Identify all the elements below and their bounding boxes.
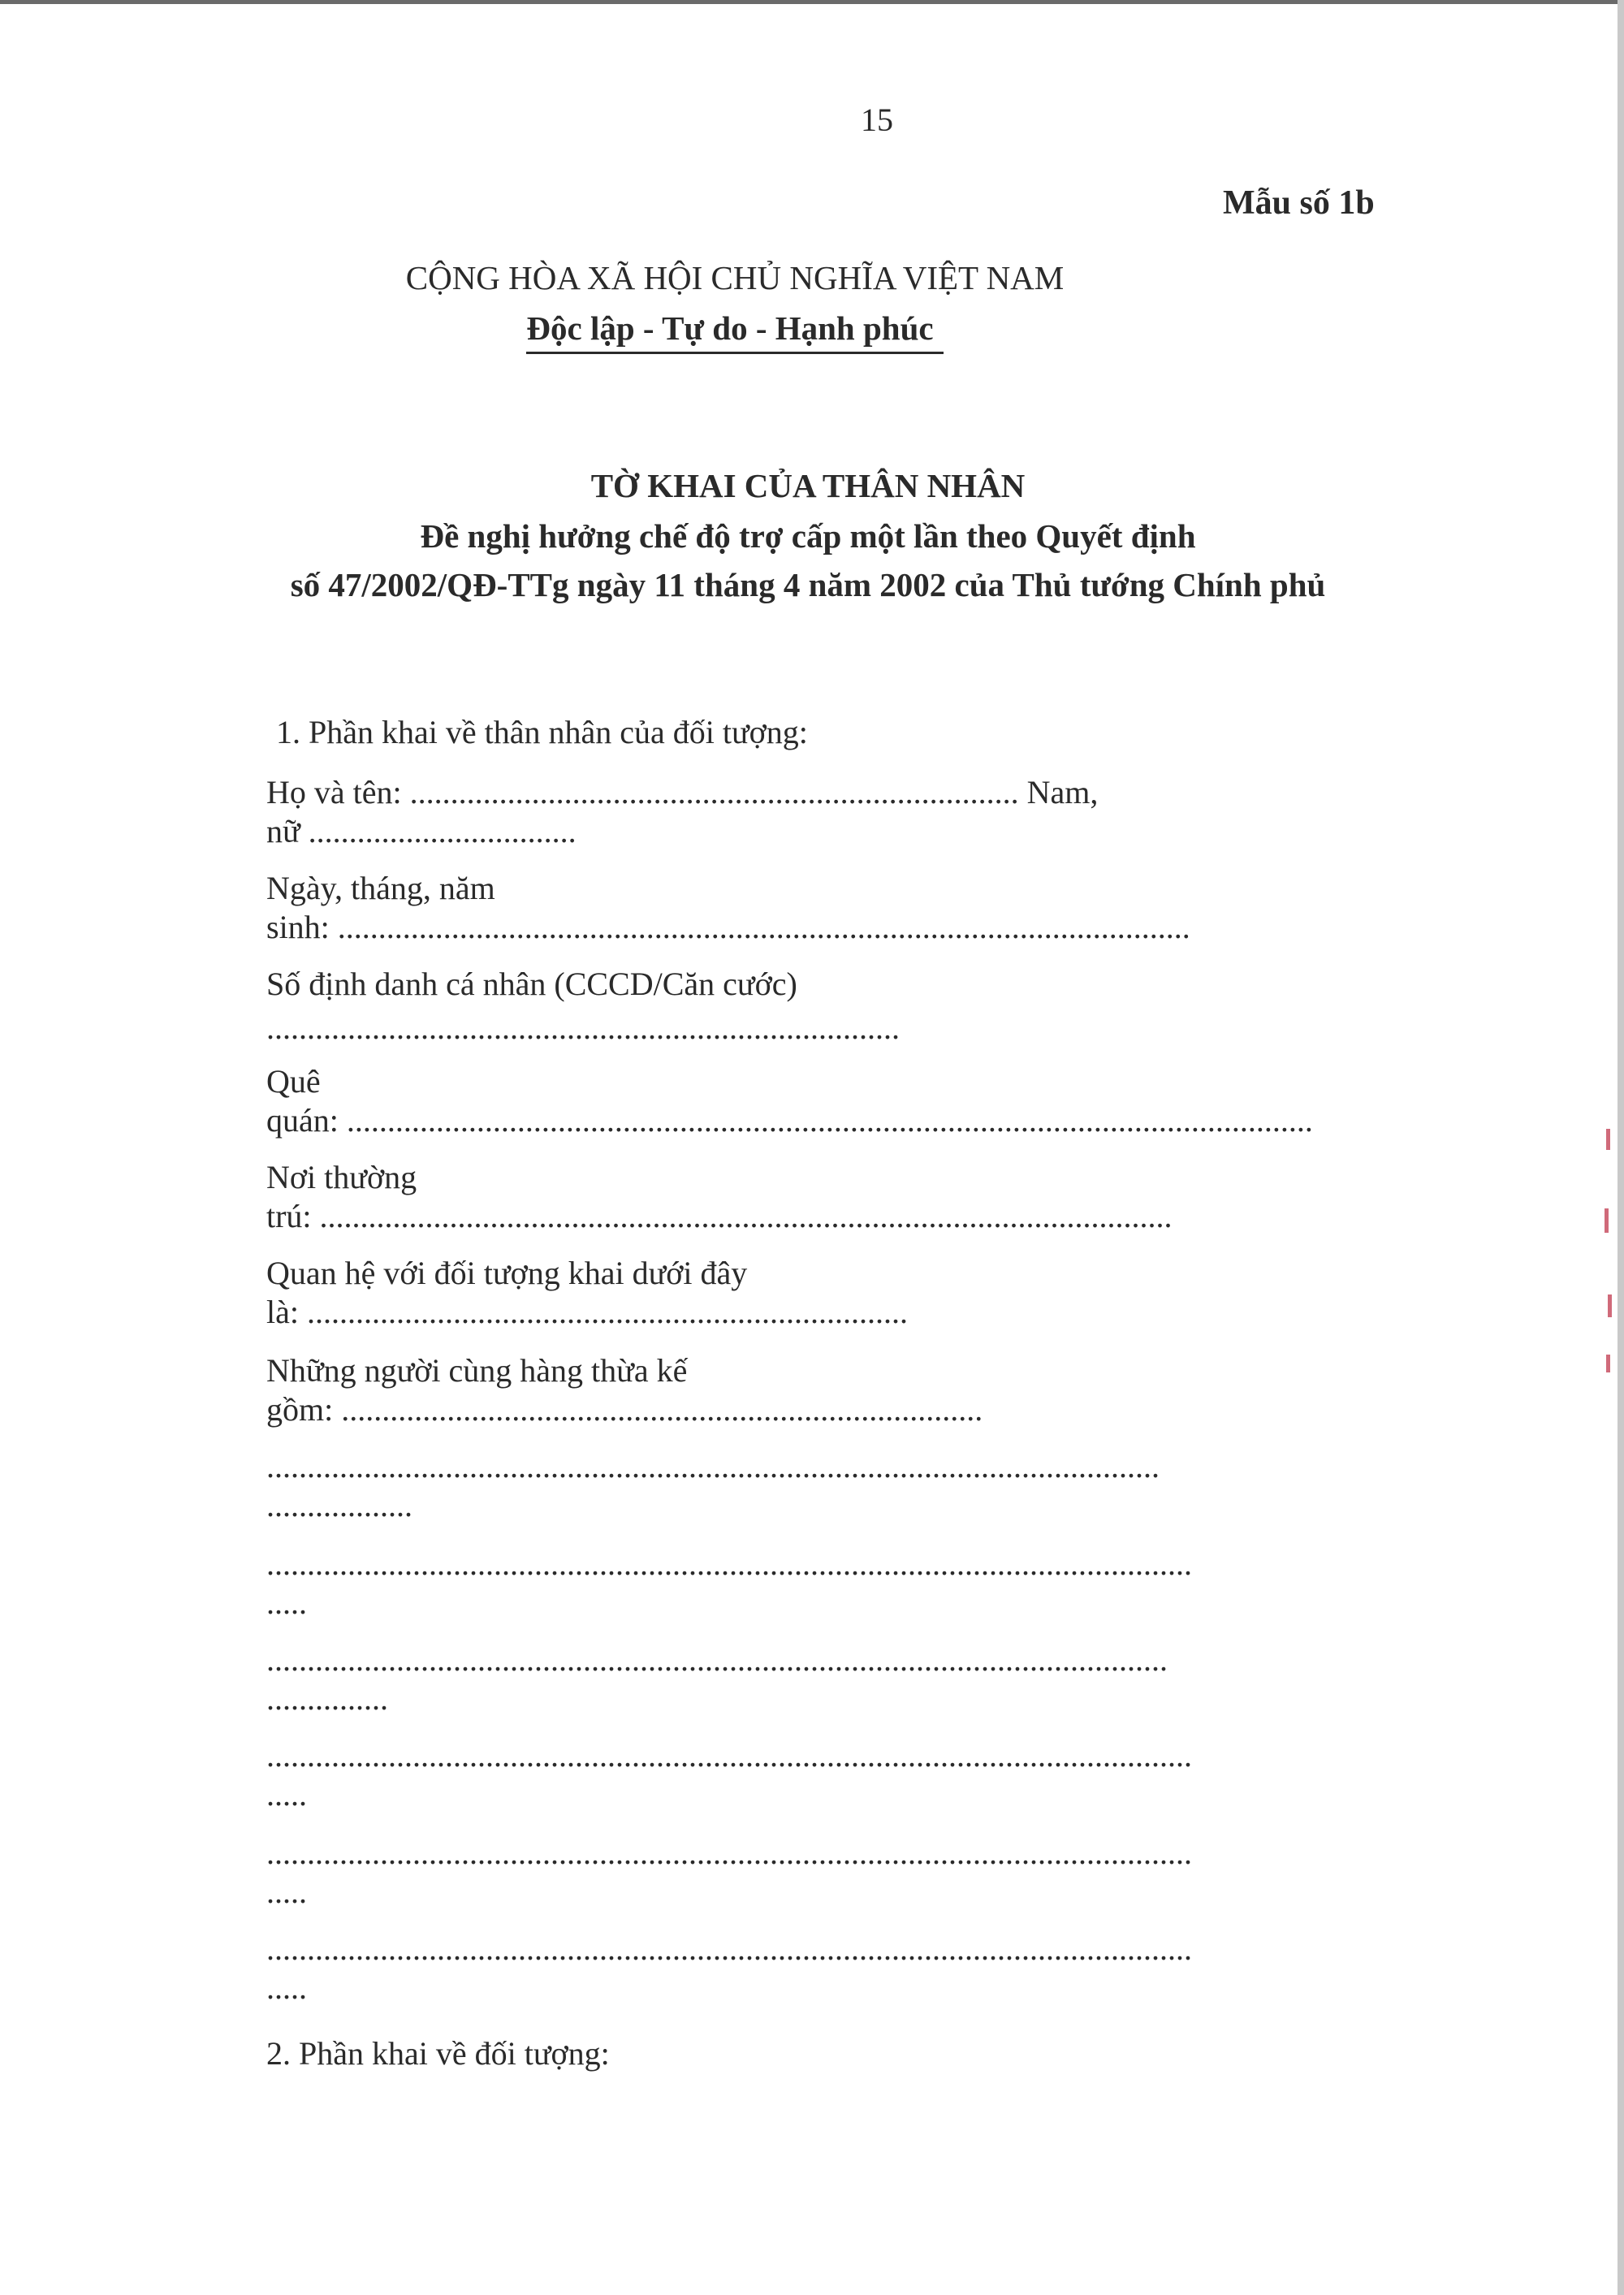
name-field-line2[interactable]: nữ ................................. (266, 813, 577, 849)
blank-line-6a[interactable]: .................................................................................................................. (266, 1930, 1192, 1967)
hometown-label: Quê (266, 1063, 321, 1100)
hometown-field[interactable]: quán: ....................................................................................................................... (266, 1102, 1313, 1139)
form-title: TỜ KHAI CỦA THÂN NHÂN (590, 467, 1026, 504)
blank-line-6b[interactable]: ..... (266, 1969, 307, 2006)
blank-line-1b[interactable]: .................. (266, 1487, 412, 1524)
id-field[interactable]: .............................................................................. (266, 1009, 900, 1046)
form-subtitle-line1: Đề nghị hưởng chế độ trợ cấp một lần theo Quyết định (420, 517, 1196, 555)
heirs-label: Những người cùng hàng thừa kế (266, 1352, 688, 1389)
heirs-field[interactable]: gồm: ............................................................................... (266, 1391, 983, 1428)
right-scan-edge (1618, 0, 1624, 2295)
section1-heading: 1. Phần khai về thân nhân của đối tượng: (276, 714, 808, 750)
relation-field[interactable]: là: .......................................................................... (266, 1294, 908, 1330)
blank-line-4a[interactable]: .................................................................................................................. (266, 1737, 1192, 1774)
blank-line-5a[interactable]: .................................................................................................................. (266, 1835, 1192, 1871)
blank-line-3b[interactable]: ............... (266, 1680, 388, 1717)
page-number: 15 (861, 102, 893, 138)
edge-bleed-mark (1606, 1129, 1610, 1150)
blank-line-2a[interactable]: .................................................................................................................. (266, 1545, 1192, 1582)
blank-line-5b[interactable]: ..... (266, 1874, 307, 1910)
id-label: Số định danh cá nhân (CCCD/Căn cước) (266, 966, 797, 1002)
country-heading: CỘNG HÒA XÃ HỘI CHỦ NGHĨA VIỆT NAM (405, 259, 1065, 296)
edge-bleed-mark (1606, 1355, 1610, 1372)
blank-line-3a[interactable]: ............................................................................................................... (266, 1641, 1168, 1678)
edge-bleed-mark (1608, 1294, 1612, 1317)
dob-label: Ngày, tháng, năm (266, 870, 495, 906)
blank-line-1a[interactable]: .............................................................................................................. (266, 1448, 1160, 1485)
residence-field[interactable]: trú: ......................................................................................................... (266, 1198, 1173, 1234)
form-code: Mẫu số 1b (1223, 184, 1375, 222)
name-field-line1[interactable]: Họ và tên: ........................................................................... Nam, (266, 774, 1099, 810)
edge-bleed-mark (1605, 1208, 1609, 1233)
residence-label: Nơi thường (266, 1159, 417, 1195)
relation-label: Quan hệ với đối tượng khai dưới đây (266, 1255, 748, 1291)
national-motto (0, 309, 1547, 348)
dob-field[interactable]: sinh: ......................................................................................................... (266, 909, 1190, 945)
blank-line-4b[interactable]: ..... (266, 1776, 307, 1813)
form-subtitle-line2: số 47/2002/QĐ-TTg ngày 11 tháng 4 năm 2002 của Thủ tướng Chính phủ (290, 566, 1326, 603)
blank-line-2b[interactable]: ..... (266, 1584, 307, 1621)
section2-heading: 2. Phần khai về đối tượng: (266, 2035, 610, 2072)
national-motto-text: Độc lập - Tự do - Hạnh phúc (526, 309, 943, 354)
top-scan-edge (0, 0, 1624, 4)
